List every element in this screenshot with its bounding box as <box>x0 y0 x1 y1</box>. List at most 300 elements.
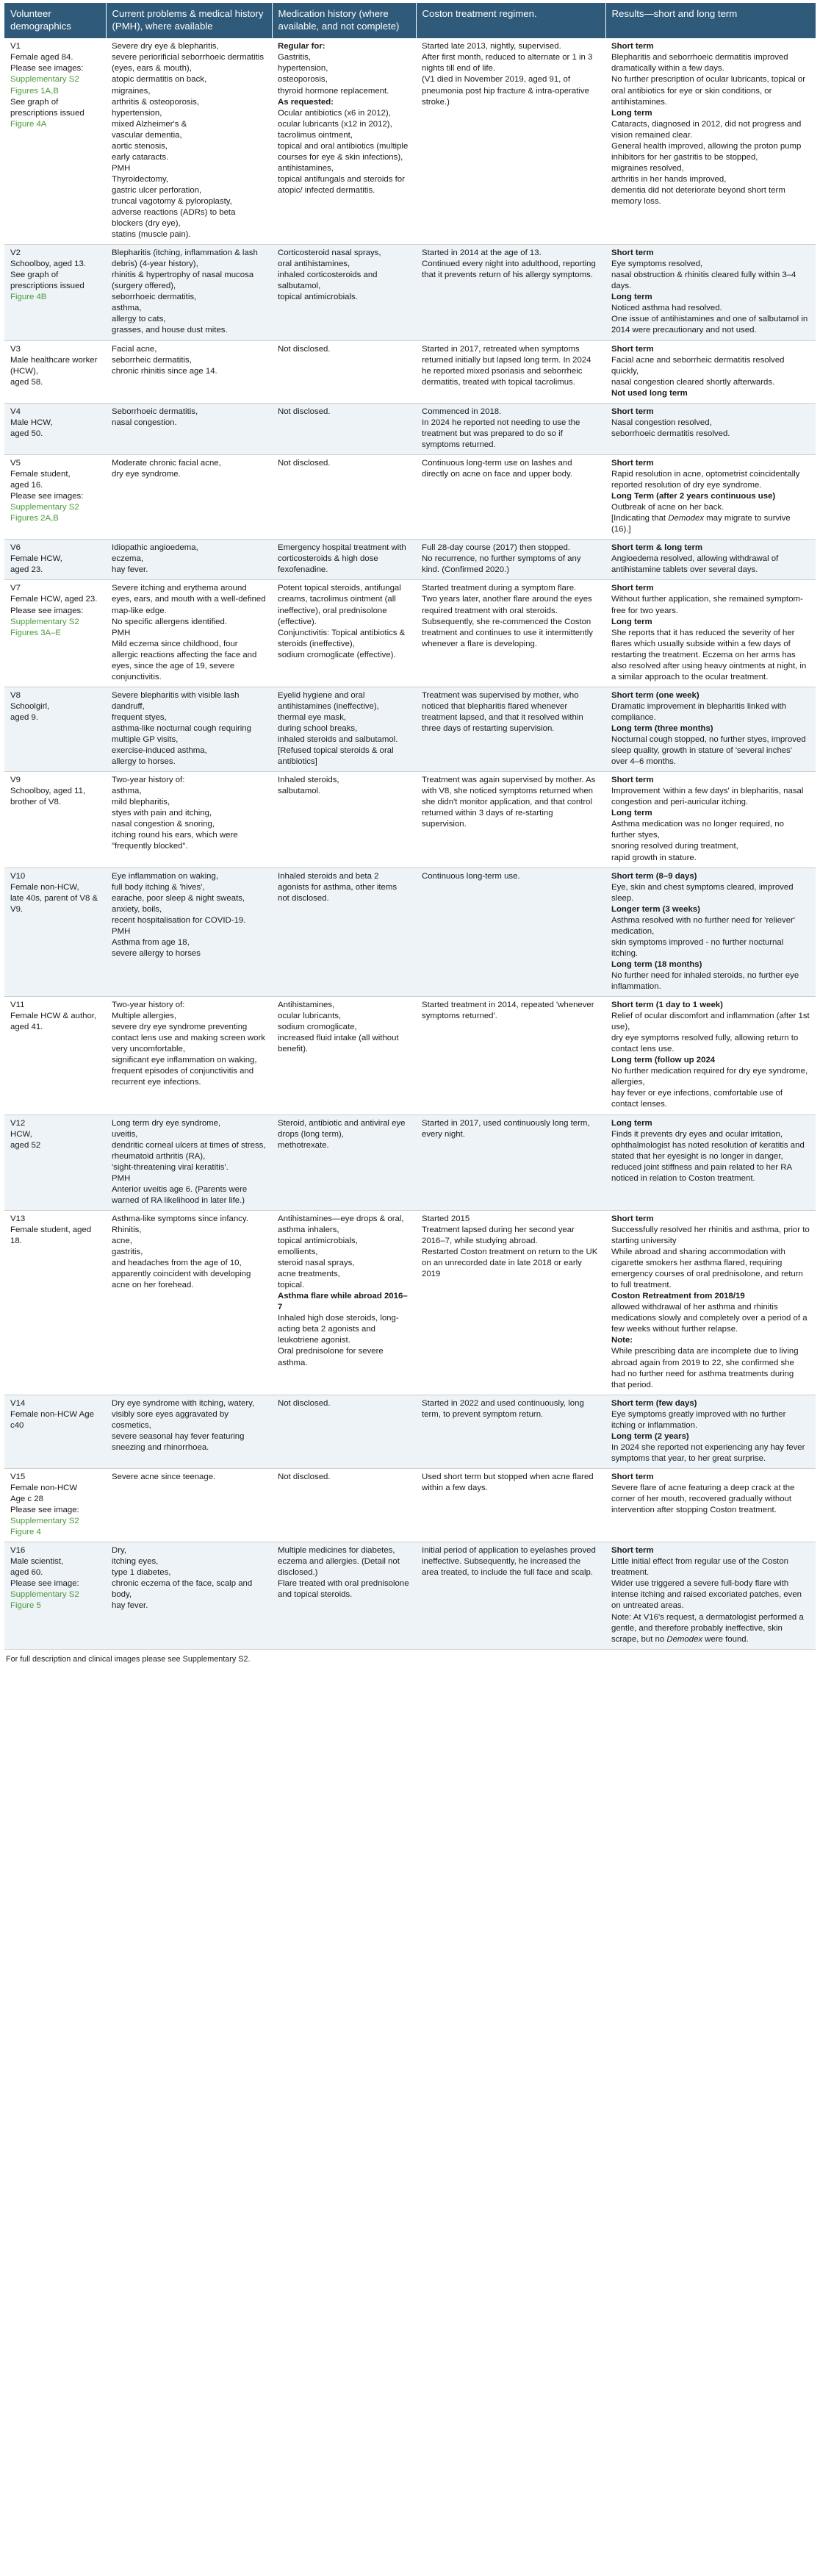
cell-line: aged 58. <box>10 377 43 387</box>
cell-line: No further prescription of ocular lubricants, topical or oral antibiotics for eye or skin conditions, or antihistamines. <box>611 75 806 107</box>
cell-line: skin symptoms improved - no further nocturnal itching. <box>611 937 784 958</box>
cell-line: eczema, <box>112 554 144 564</box>
cell-line: Please see image: <box>10 1579 79 1589</box>
medication-cell <box>272 1115 416 1210</box>
cell-line: oral antihistamines, <box>278 260 350 269</box>
demographics-cell <box>4 772 106 867</box>
cell-line: gastritis, <box>112 1248 143 1257</box>
cell-line: Continuous long-term use. <box>422 871 520 881</box>
cell-line: Nasal congestion resolved, <box>611 418 712 427</box>
cell-line: Initial period of application to eyelashes proved ineffective. Subsequently, he increased the area treated, to include the full face and scalp. <box>422 1546 596 1578</box>
problems-cell <box>106 867 272 997</box>
cell-line: Dry, <box>112 1546 127 1556</box>
cell-line: inhaled corticosteroids and salbutamol, <box>278 271 378 291</box>
medication-cell <box>272 867 416 997</box>
cell-line: Full 28-day course (2017) then stopped. <box>422 543 570 553</box>
demographics-cell <box>4 1395 106 1468</box>
cell-line: Started treatment during a symptom flare. <box>422 584 577 593</box>
cell-line: Age c 28 <box>10 1495 43 1504</box>
cell-line: Thyroidectomy, <box>112 174 169 184</box>
cell-line: Potent topical steroids, antifungal creams, tacrolimus ointment (all ineffective), oral prednisolone (effective). <box>278 584 401 626</box>
results-cell <box>605 687 816 771</box>
problems-cell <box>106 772 272 867</box>
cell-line: Long term dry eye syndrome, <box>112 1118 221 1128</box>
table-row <box>4 1115 816 1210</box>
cell-line: Two years later, another flare around the eyes required treatment with oral steroids. Subsequently, she re-commenced the Coston treatment and continues to use it intermittently whenever a flare is developing. <box>422 595 593 648</box>
cell-line: Eyelid hygiene and oral antihistamines (ineffective), <box>278 690 379 711</box>
cell-line: Female HCW, <box>10 554 62 564</box>
problems-cell <box>106 540 272 580</box>
supplementary-link[interactable]: Supplementary S2 <box>10 617 79 626</box>
cell-line: aged 41. <box>10 1023 43 1032</box>
demographics-cell <box>4 1542 106 1649</box>
cell-line: PMH <box>112 628 131 637</box>
cell-line: V15 <box>10 1472 26 1481</box>
section-heading: Long term (three months) <box>611 723 713 733</box>
cell-line: Please see image: <box>10 1506 79 1515</box>
cell-line: aged 60. <box>10 1568 43 1578</box>
cell-line: PMH <box>112 926 131 936</box>
cell-line: Treatment was supervised by mother, who noticed that blepharitis flared whenever treatment lapsed, and that it resolved within three days of restarting supervision. <box>422 690 583 733</box>
cell-line: V6 <box>10 543 21 553</box>
section-heading: Short term <box>611 776 654 785</box>
cell-line: Successfully resolved her rhinitis and asthma, prior to starting university <box>611 1225 810 1245</box>
cell-line: Blepharitis and seborrhoeic dermatitis improved dramatically within a few days. <box>611 53 788 74</box>
supplementary-link[interactable]: Supplementary S2 <box>10 503 79 512</box>
cell-line: Female non-HCW Age c40 <box>10 1409 94 1430</box>
cell-line: dendritic corneal ulcers at times of stress, <box>112 1140 266 1150</box>
cell-line: Eye inflammation on waking, <box>112 871 218 881</box>
cell-line: While prescribing data are incomplete due to living abroad again from 2019 to 22, she confirmed she had no further need for asthma treatments during that period. <box>611 1347 799 1389</box>
cell-line: Emergency hospital treatment with corticosteroids & high dose fexofenadine. <box>278 543 406 575</box>
cell-line: significant eye inflammation on waking, <box>112 1056 257 1065</box>
cell-line: Asthma resolved with no further need for 'reliever' medication, <box>611 915 795 936</box>
cell-line: vascular dementia, <box>112 130 182 140</box>
cell-line: Eye, skin and chest symptoms cleared, improved sleep. <box>611 882 794 903</box>
cell-line: early cataracts. <box>112 152 169 162</box>
supplementary-link[interactable]: Figure 4B <box>10 293 47 302</box>
cell-line: Male healthcare worker (HCW), <box>10 355 98 376</box>
cell-line: Facial acne, <box>112 344 157 354</box>
cell-line: Male scientist, <box>10 1557 64 1567</box>
cell-line: nasal congestion & snoring, <box>112 820 215 829</box>
cell-line: ocular lubricants, <box>278 1012 342 1021</box>
table-row <box>4 687 816 771</box>
cell-line: aged 50. <box>10 429 43 438</box>
cell-line: Eye symptoms greatly improved with no further itching or inflammation. <box>611 1409 786 1430</box>
header-regimen: Coston treatment regimen. <box>416 3 605 38</box>
cell-line: frequent styes, <box>112 712 167 722</box>
section-heading: Long term (18 months) <box>611 959 702 969</box>
section-heading: Note: <box>611 1336 633 1345</box>
cell-line: Male HCW, <box>10 418 53 427</box>
cell-line: Asthma from age 18, <box>112 937 190 947</box>
cell-line: topical antifungals and steroids for atopic/ infected dermatitis. <box>278 174 405 195</box>
cell-line: truncal vagotomy & pyloroplasty, <box>112 196 232 206</box>
problems-cell <box>106 997 272 1115</box>
demographics-cell <box>4 403 106 454</box>
regimen-cell <box>416 580 605 687</box>
section-heading: Long term <box>611 809 652 818</box>
cell-line: Schoolboy, aged 13. <box>10 260 87 269</box>
supplementary-link[interactable]: Figures 1A,B <box>10 86 59 96</box>
cell-line: V10 <box>10 871 26 881</box>
cell-line: [Indicating that Demodex may migrate to survive (16).] <box>611 514 791 534</box>
cell-line: rhinitis & hypertrophy of nasal mucosa (surgery offered), <box>112 271 254 291</box>
cell-line: In 2024 she reported not experiencing any hay fever symptoms that year, to her great surprise. <box>611 1442 805 1463</box>
medication-cell <box>272 340 416 403</box>
cell-line: Female HCW & author, <box>10 1012 97 1021</box>
cell-line: itching eyes, <box>112 1557 159 1567</box>
cell-line: Rhinitis, <box>112 1225 142 1234</box>
cell-line: Noticed asthma had resolved. <box>611 304 722 313</box>
cell-line: Started in 2017, retreated when symptoms returned initially but lapsed long term. In 2024 he reported mixed psoriasis and seborrheic dermatitis, treated with topical tacrolimus. <box>422 344 591 387</box>
medication-cell <box>272 245 416 340</box>
cell-line: V4 <box>10 407 21 416</box>
cell-line: severe dry eye syndrome preventing contact lens use and making screen work very uncomfortable, <box>112 1023 265 1054</box>
section-heading: As requested: <box>278 97 334 107</box>
cell-line: uveitis, <box>112 1129 138 1139</box>
section-heading: Short term & long term <box>611 543 703 553</box>
cell-line: Severe blepharitis with visible lash dandruff, <box>112 690 240 711</box>
cell-line: Treatment lapsed during her second year 2016–7, while studying abroad. <box>422 1225 575 1245</box>
demographics-cell <box>4 1115 106 1210</box>
cell-line: atopic dermatitis on back, <box>112 75 207 85</box>
cell-line: seborrhoeic dermatitis resolved. <box>611 429 730 438</box>
problems-cell <box>106 1542 272 1649</box>
cell-line: Severe itching and erythema around eyes, ears, and mouth with a well-defined map-like edge. <box>112 584 266 615</box>
demographics-cell <box>4 454 106 539</box>
cell-line: aged 23. <box>10 565 43 575</box>
cell-line: Started treatment in 2014, repeated 'whenever symptoms returned'. <box>422 1001 594 1021</box>
problems-cell <box>106 1210 272 1395</box>
cell-line: asthma, <box>112 304 142 313</box>
results-cell <box>605 340 816 403</box>
cell-line: Without further application, she remained symptom-free for two years. <box>611 595 803 615</box>
cell-line: In 2024 he reported not needing to use the treatment but was prepared to do so if symptoms returned. <box>422 418 580 449</box>
supplementary-link[interactable]: Supplementary S2 <box>10 1590 79 1600</box>
results-table <box>4 3 816 1650</box>
cell-line: allergy to horses. <box>112 757 176 767</box>
regimen-cell <box>416 772 605 867</box>
medication-cell <box>272 772 416 867</box>
results-cell <box>605 1468 816 1542</box>
cell-line: Multiple medicines for diabetes, eczema and allergies. (Detail not disclosed.) <box>278 1546 400 1578</box>
cell-line: Inhaled high dose steroids, long-acting beta 2 agonists and leukotriene agonist. <box>278 1314 399 1345</box>
cell-line: Started in 2017, used continuously long term, every night. <box>422 1118 590 1139</box>
cell-line: Asthma medication was no longer required, no further styes, <box>611 820 784 840</box>
cell-line: mixed Alzheimer's & <box>112 119 187 129</box>
section-heading: Short term <box>611 248 654 258</box>
regimen-cell <box>416 38 605 244</box>
cell-line: Not disclosed. <box>278 407 331 416</box>
cell-line: dementia did not deteriorate beyond short term memory loss. <box>611 185 785 206</box>
cell-line: Anterior uveitis age 6. (Parents were warned of RA likelihood in later life.) <box>112 1184 248 1205</box>
demographics-cell <box>4 245 106 340</box>
cell-line: full body itching & 'hives', <box>112 882 205 892</box>
cell-line: tacrolimus ointment, <box>278 130 353 140</box>
table-row <box>4 245 816 340</box>
section-heading: Long term (2 years) <box>611 1431 689 1441</box>
problems-cell <box>106 580 272 687</box>
cell-line: [Refused topical steroids & oral antibiotics] <box>278 746 394 767</box>
cell-line: Severe flare of acne featuring a deep crack at the corner of her mouth, recovered gradually without intervention after stopping Coston treatment. <box>611 1483 795 1515</box>
cell-line: Severe dry eye & blepharitis, <box>112 42 219 51</box>
table-row <box>4 540 816 580</box>
cell-line: After first month, reduced to alternate or 1 in 3 nights till end of life. <box>422 53 593 74</box>
cell-line: severe seasonal hay fever featuring sneezing and rhinorrhoea. <box>112 1431 245 1452</box>
supplementary-link[interactable]: Figure 4 <box>10 1528 41 1537</box>
cell-line: thyroid hormone replacement. <box>278 86 389 96</box>
table-row <box>4 1468 816 1542</box>
regimen-cell <box>416 454 605 539</box>
supplementary-link[interactable]: Figures 2A,B <box>10 514 59 523</box>
cell-line: earache, poor sleep & night sweats, <box>112 893 245 903</box>
section-heading: Short term (1 day to 1 week) <box>611 1001 723 1010</box>
table-row <box>4 454 816 539</box>
supplementary-link[interactable]: Supplementary S2 <box>10 75 79 85</box>
section-heading: Short term <box>611 407 654 416</box>
problems-cell <box>106 403 272 454</box>
cell-line: Two-year history of: <box>112 1001 185 1010</box>
medication-cell <box>272 997 416 1115</box>
header-row <box>4 3 816 38</box>
regimen-cell <box>416 540 605 580</box>
cell-line: Conjunctivitis: Topical antibiotics & steroids (ineffective), <box>278 628 406 648</box>
section-heading: Short term (8–9 days) <box>611 871 697 881</box>
cell-line: asthma-like nocturnal cough requiring multiple GP visits, <box>112 723 251 745</box>
cell-line: Not disclosed. <box>278 1398 331 1408</box>
demographics-cell <box>4 1210 106 1395</box>
cell-line: sodium cromoglicate, <box>278 1023 357 1032</box>
section-heading: Asthma flare while abroad 2016–7 <box>278 1292 408 1312</box>
cell-line: Dramatic improvement in blepharitis linked with compliance. <box>611 701 787 722</box>
cell-line: snoring resolved during treatment, <box>611 842 738 851</box>
cell-line: Seborrhoeic dermatitis, <box>112 407 198 416</box>
problems-cell <box>106 687 272 771</box>
cell-line: ocular lubricants (x12 in 2012), <box>278 119 392 129</box>
cell-line: While abroad and sharing accommodation with cigarette smokers her asthma flared, requiring emergency courses of oral prednisolone, and return to full treatment. <box>611 1248 803 1290</box>
table-row <box>4 38 816 244</box>
cell-line: Note: At V16's request, a dermatologist performed a gentle, and therefore probably ineffective, skin scrape, but no Demodex were found. <box>611 1612 804 1644</box>
cell-line: Schoolboy, aged 11, <box>10 787 86 796</box>
cell-line: No further need for inhaled steroids, no further eye inflammation. <box>611 970 799 992</box>
cell-line: hypertension, <box>278 64 328 74</box>
cell-line: She reports that it has reduced the severity of her flares which usually subside within a few days of restarting the treatment. Eczema on her arms has also resolved after using heavy ointments at night, in a similar approach to the ocular treatment. <box>611 628 807 681</box>
demographics-cell <box>4 38 106 244</box>
cell-line: General health improved, allowing the proton pump inhibitors for her gastritis to be stopped, <box>611 141 802 162</box>
cell-line: emollients, <box>278 1248 318 1257</box>
supplementary-link[interactable]: Figure 4A <box>10 119 47 129</box>
section-heading: Long Term (after 2 years continuous use) <box>611 492 776 501</box>
cell-line: dry eye symptoms resolved fully, allowing return to contact lens use. <box>611 1034 799 1054</box>
cell-line: V5 <box>10 458 21 468</box>
cell-line: Used short term but stopped when acne flared within a few days. <box>422 1472 594 1492</box>
cell-line: seborrheic dermatitis, <box>112 355 192 365</box>
cell-line: acne treatments, <box>278 1270 340 1279</box>
cell-line: migraines, <box>112 86 151 96</box>
demographics-cell <box>4 540 106 580</box>
cell-line: Multiple allergies, <box>112 1012 176 1021</box>
medication-cell <box>272 580 416 687</box>
demographics-cell <box>4 867 106 997</box>
supplementary-link[interactable]: Supplementary S2 <box>10 1517 79 1526</box>
section-heading: Long term <box>611 1118 652 1128</box>
table-row <box>4 997 816 1115</box>
cell-line: Eye symptoms resolved, <box>611 260 703 269</box>
cell-line: Nocturnal cough stopped, no further styes, improved sleep quality, growth in stature of 'several inches' over 4–6 months. <box>611 735 806 767</box>
cell-line: grasses, and house dust mites. <box>112 326 228 335</box>
cell-line: V16 <box>10 1546 26 1556</box>
cell-line: styes with pain and itching, <box>112 809 212 818</box>
cell-line: Started in 2022 and used continuously, long term, to prevent symptom return. <box>422 1398 584 1419</box>
cell-line: topical and oral antibiotics (multiple courses for eye & skin infections), <box>278 141 409 162</box>
cell-line: HCW, <box>10 1129 32 1139</box>
section-heading: Short term <box>611 344 654 354</box>
regimen-cell <box>416 1210 605 1395</box>
section-heading: Short term <box>611 458 654 468</box>
cell-line: nasal congestion cleared shortly afterwards. <box>611 377 775 387</box>
table-row <box>4 867 816 997</box>
cell-line: arthritis in her hands improved, <box>611 174 727 184</box>
table-row <box>4 1395 816 1468</box>
cell-line: One issue of antihistamines and one of salbutamol in 2014 were precautionary and not used. <box>611 315 808 335</box>
problems-cell <box>106 38 272 244</box>
section-heading: Short term (one week) <box>611 690 699 700</box>
cell-line: Please see images: <box>10 606 84 615</box>
cell-line: V1 <box>10 42 21 51</box>
results-cell <box>605 580 816 687</box>
demographics-cell <box>4 997 106 1115</box>
medication-cell <box>272 1542 416 1649</box>
supplementary-link[interactable]: Figure 5 <box>10 1601 41 1611</box>
cell-line: V9 <box>10 776 21 785</box>
cell-line: acne, <box>112 1237 132 1245</box>
cell-line: Wider use triggered a severe full-body flare with intense itching and raised excoriated patches, even on untreated areas. <box>611 1579 802 1611</box>
regimen-cell <box>416 403 605 454</box>
cell-line: Inhaled steroids and beta 2 agonists for asthma, other items not disclosed. <box>278 871 398 903</box>
cell-line: No recurrence, no further symptoms of any kind. (Confirmed 2020.) <box>422 554 581 575</box>
cell-line: Severe acne since teenage. <box>112 1472 216 1481</box>
cell-line: hay fever or eye infections, comfortable use of contact lenses. <box>611 1089 783 1109</box>
table-row <box>4 1542 816 1649</box>
results-cell <box>605 403 816 454</box>
cell-line: Treatment was again supervised by mother. As with V8, she noticed symptoms returned when she didn't monitor application, and that control returned within 3 days of re-starting supervision. <box>422 776 596 829</box>
cell-line: Mild eczema since childhood, four allergic reactions affecting the face and eyes, since the age of 19, severe conjunctivitis. <box>112 639 257 681</box>
cell-line: Started late 2013, nightly, supervised. <box>422 42 561 51</box>
cell-line: topical antimicrobials, <box>278 1237 358 1245</box>
cell-line: PMH <box>112 163 131 173</box>
regimen-cell <box>416 1115 605 1210</box>
results-cell <box>605 1210 816 1395</box>
problems-cell <box>106 454 272 539</box>
cell-line: Rapid resolution in acne, optometrist coincidentally reported resolution of dry eye syndrome. <box>611 470 800 490</box>
cell-line: nasal obstruction & rhinitis cleared fully within 3–4 days. <box>611 271 796 291</box>
cell-line: Cataracts, diagnosed in 2012, did not progress and vision remained clear. <box>611 119 802 140</box>
cell-line: severe allergy to horses <box>112 948 201 958</box>
demographics-cell <box>4 580 106 687</box>
cell-line: gastric ulcer perforation, <box>112 185 202 195</box>
problems-cell <box>106 1395 272 1468</box>
cell-line: chronic eczema of the face, scalp and body, <box>112 1579 253 1600</box>
cell-line: Not disclosed. <box>278 1472 331 1481</box>
header-results: Results—short and long term <box>605 3 816 38</box>
cell-line: Female HCW, aged 23. <box>10 595 98 604</box>
supplementary-link[interactable]: Figures 3A–E <box>10 628 62 637</box>
section-heading: Short term <box>611 42 654 51</box>
regimen-cell <box>416 1395 605 1468</box>
cell-line: thermal eye mask, <box>278 712 347 722</box>
results-cell <box>605 1395 816 1468</box>
cell-line: Please see images: <box>10 64 84 74</box>
section-heading: Short term (few days) <box>611 1398 697 1408</box>
table-row <box>4 1210 816 1395</box>
cell-line: mild blepharitis, <box>112 798 170 807</box>
cell-line: V7 <box>10 584 21 593</box>
cell-line: Two-year history of: <box>112 776 185 785</box>
cell-line: rheumatoid arthritis (RA), <box>112 1151 206 1161</box>
section-heading: Longer term (3 weeks) <box>611 904 700 914</box>
cell-line: severe periorificial seborrhoeic dermatitis (eyes, ears & mouth), <box>112 53 265 74</box>
cell-line: aged 52 <box>10 1140 41 1150</box>
cell-line: V3 <box>10 344 21 354</box>
cell-line: frequent episodes of conjunctivitis and recurrent eye infections. <box>112 1067 254 1087</box>
cell-line: rapid growth in stature. <box>611 853 697 862</box>
cell-line: Finds it prevents dry eyes and ocular irritation, <box>611 1129 783 1139</box>
cell-line: aged 16. <box>10 481 43 490</box>
cell-line: Corticosteroid nasal sprays, <box>278 248 381 258</box>
cell-line: Blepharitis (itching, inflammation & lash debris) (4-year history), <box>112 248 258 269</box>
section-heading: Long term (follow up 2024 <box>611 1056 716 1065</box>
table-footnote: For full description and clinical images please see Supplementary S2. <box>6 1654 251 1664</box>
cell-line: Commenced in 2018. <box>422 407 502 416</box>
cell-line: Restarted Coston treatment on return to the UK on an unrecorded date in late 2018 or early 2019 <box>422 1248 598 1279</box>
regimen-cell <box>416 867 605 997</box>
cell-line: (V1 died in November 2019, aged 91, of pneumonia post hip fracture & intra-operative stroke.) <box>422 75 589 107</box>
table-row <box>4 580 816 687</box>
regimen-cell <box>416 687 605 771</box>
cell-line: aged 9. <box>10 712 39 722</box>
cell-line: No further medication required for dry eye syndrome, allergies, <box>611 1067 808 1087</box>
section-heading: Long term <box>611 617 652 626</box>
medication-cell <box>272 540 416 580</box>
problems-cell <box>106 340 272 403</box>
results-cell <box>605 454 816 539</box>
cell-line: type 1 diabetes, <box>112 1568 171 1578</box>
cell-line: V13 <box>10 1214 26 1223</box>
cell-line: Female aged 84. <box>10 53 73 62</box>
cell-line: allergy to cats, <box>112 315 166 324</box>
results-cell <box>605 997 816 1115</box>
cell-line: Dry eye syndrome with itching, watery, <box>112 1398 255 1408</box>
cell-line: Female non-HCW <box>10 1483 78 1492</box>
regimen-cell <box>416 340 605 403</box>
medication-cell <box>272 1395 416 1468</box>
cell-line: topical. <box>278 1281 305 1290</box>
cell-line: dry eye syndrome. <box>112 470 181 479</box>
section-heading: Coston Retreatment from 2018/19 <box>611 1292 745 1301</box>
section-heading: Short term <box>611 1546 654 1556</box>
cell-line: PMH <box>112 1173 131 1183</box>
cell-line: Not disclosed. <box>278 458 331 468</box>
medication-cell <box>272 1210 416 1395</box>
cell-line: adverse reactions (ADRs) to beta blockers (dry eye), <box>112 208 236 229</box>
cell-line: salbutamol. <box>278 787 321 796</box>
results-cell <box>605 1115 816 1210</box>
cell-line: Gastritis, <box>278 53 311 62</box>
cell-line: Started in 2014 at the age of 13. <box>422 248 542 258</box>
cell-line: Female student, aged 18. <box>10 1225 92 1245</box>
